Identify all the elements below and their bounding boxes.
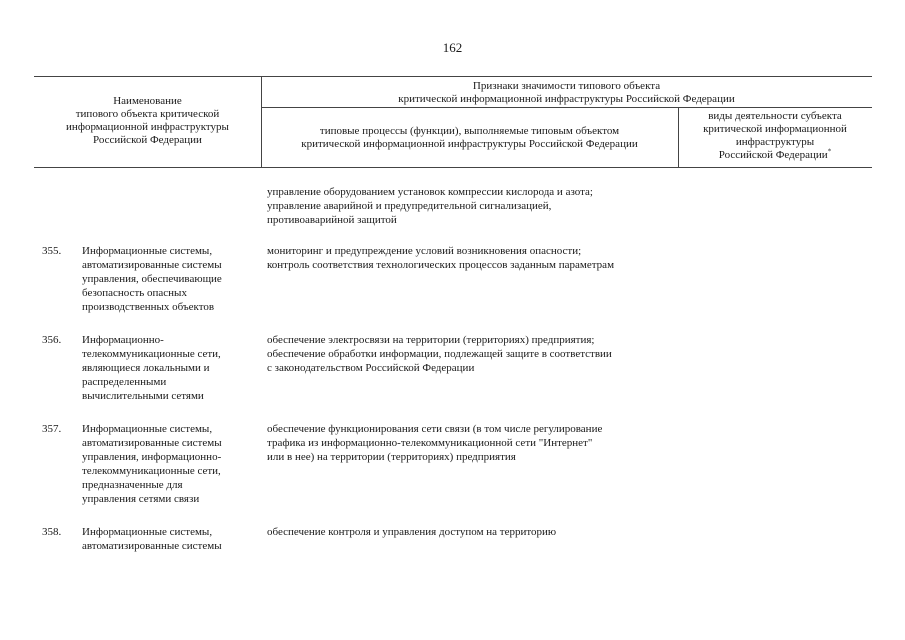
row-358-processes: обеспечение контроля и управления доступом на территорию (267, 526, 557, 538)
row-357-number: 357. (42, 423, 62, 435)
page-number: 162 (442, 40, 463, 55)
row-356-processes: обеспечение электросвязи на территории (территориях) предприятия; обеспечение обработки информации, подлежащей защите в соответствии с законодательством Российской Федерации (267, 334, 612, 374)
header-bottom-rule (34, 167, 872, 168)
footnote-mark: * (827, 147, 832, 156)
header-group-rule (261, 107, 872, 108)
row-356-number: 356. (42, 334, 62, 346)
row-357-processes: обеспечение функционирования сети связи (в том числе регулирование трафика из информационно-телекоммуникационной сети "Интернет" или в нее) на территории (территориях) предприятия (267, 423, 603, 463)
row-358-name: Информационные системы, автоматизированные системы (82, 526, 222, 552)
header-group-title: Признаки значимости типового объекта критической информационной инфраструктуры Российской Федерации (398, 80, 735, 105)
header-col-name: Наименование типового объекта критической информационной инфраструктуры Российской Федерации (66, 95, 229, 146)
continuation-processes: управление оборудованием установок компрессии кислорода и азота; управление аварийной и предупредительной сигнализацией, противоаварийной защитой (267, 186, 593, 226)
header-col-activities-text: виды деятельности субъекта критической информационной инфраструктуры Российской Федерации (703, 110, 847, 161)
row-358-number: 358. (42, 526, 62, 538)
row-356-name: Информационно- телекоммуникационные сети, являющиеся локальными и распределенными вычислительными сетями (82, 334, 221, 402)
header-top-rule (34, 76, 872, 77)
row-355-processes: мониторинг и предупреждение условий возникновения опасности; контроль соответствия технологических процессов заданным параметрам (267, 245, 615, 271)
row-355-number: 355. (42, 245, 62, 257)
row-355-name: Информационные системы, автоматизированные системы управления, обеспечивающие безопасность опасных производственных объектов (82, 245, 222, 313)
header-col-processes: типовые процессы (функции), выполняемые типовым объектом критической информационной инфраструктуры Российской Федерации (301, 125, 638, 150)
header-col-activities (678, 110, 872, 162)
row-357-name: Информационные системы, автоматизированные системы управления, информационно- телекоммуникационные сети, предназначенные для управления сетями связи (82, 423, 222, 505)
